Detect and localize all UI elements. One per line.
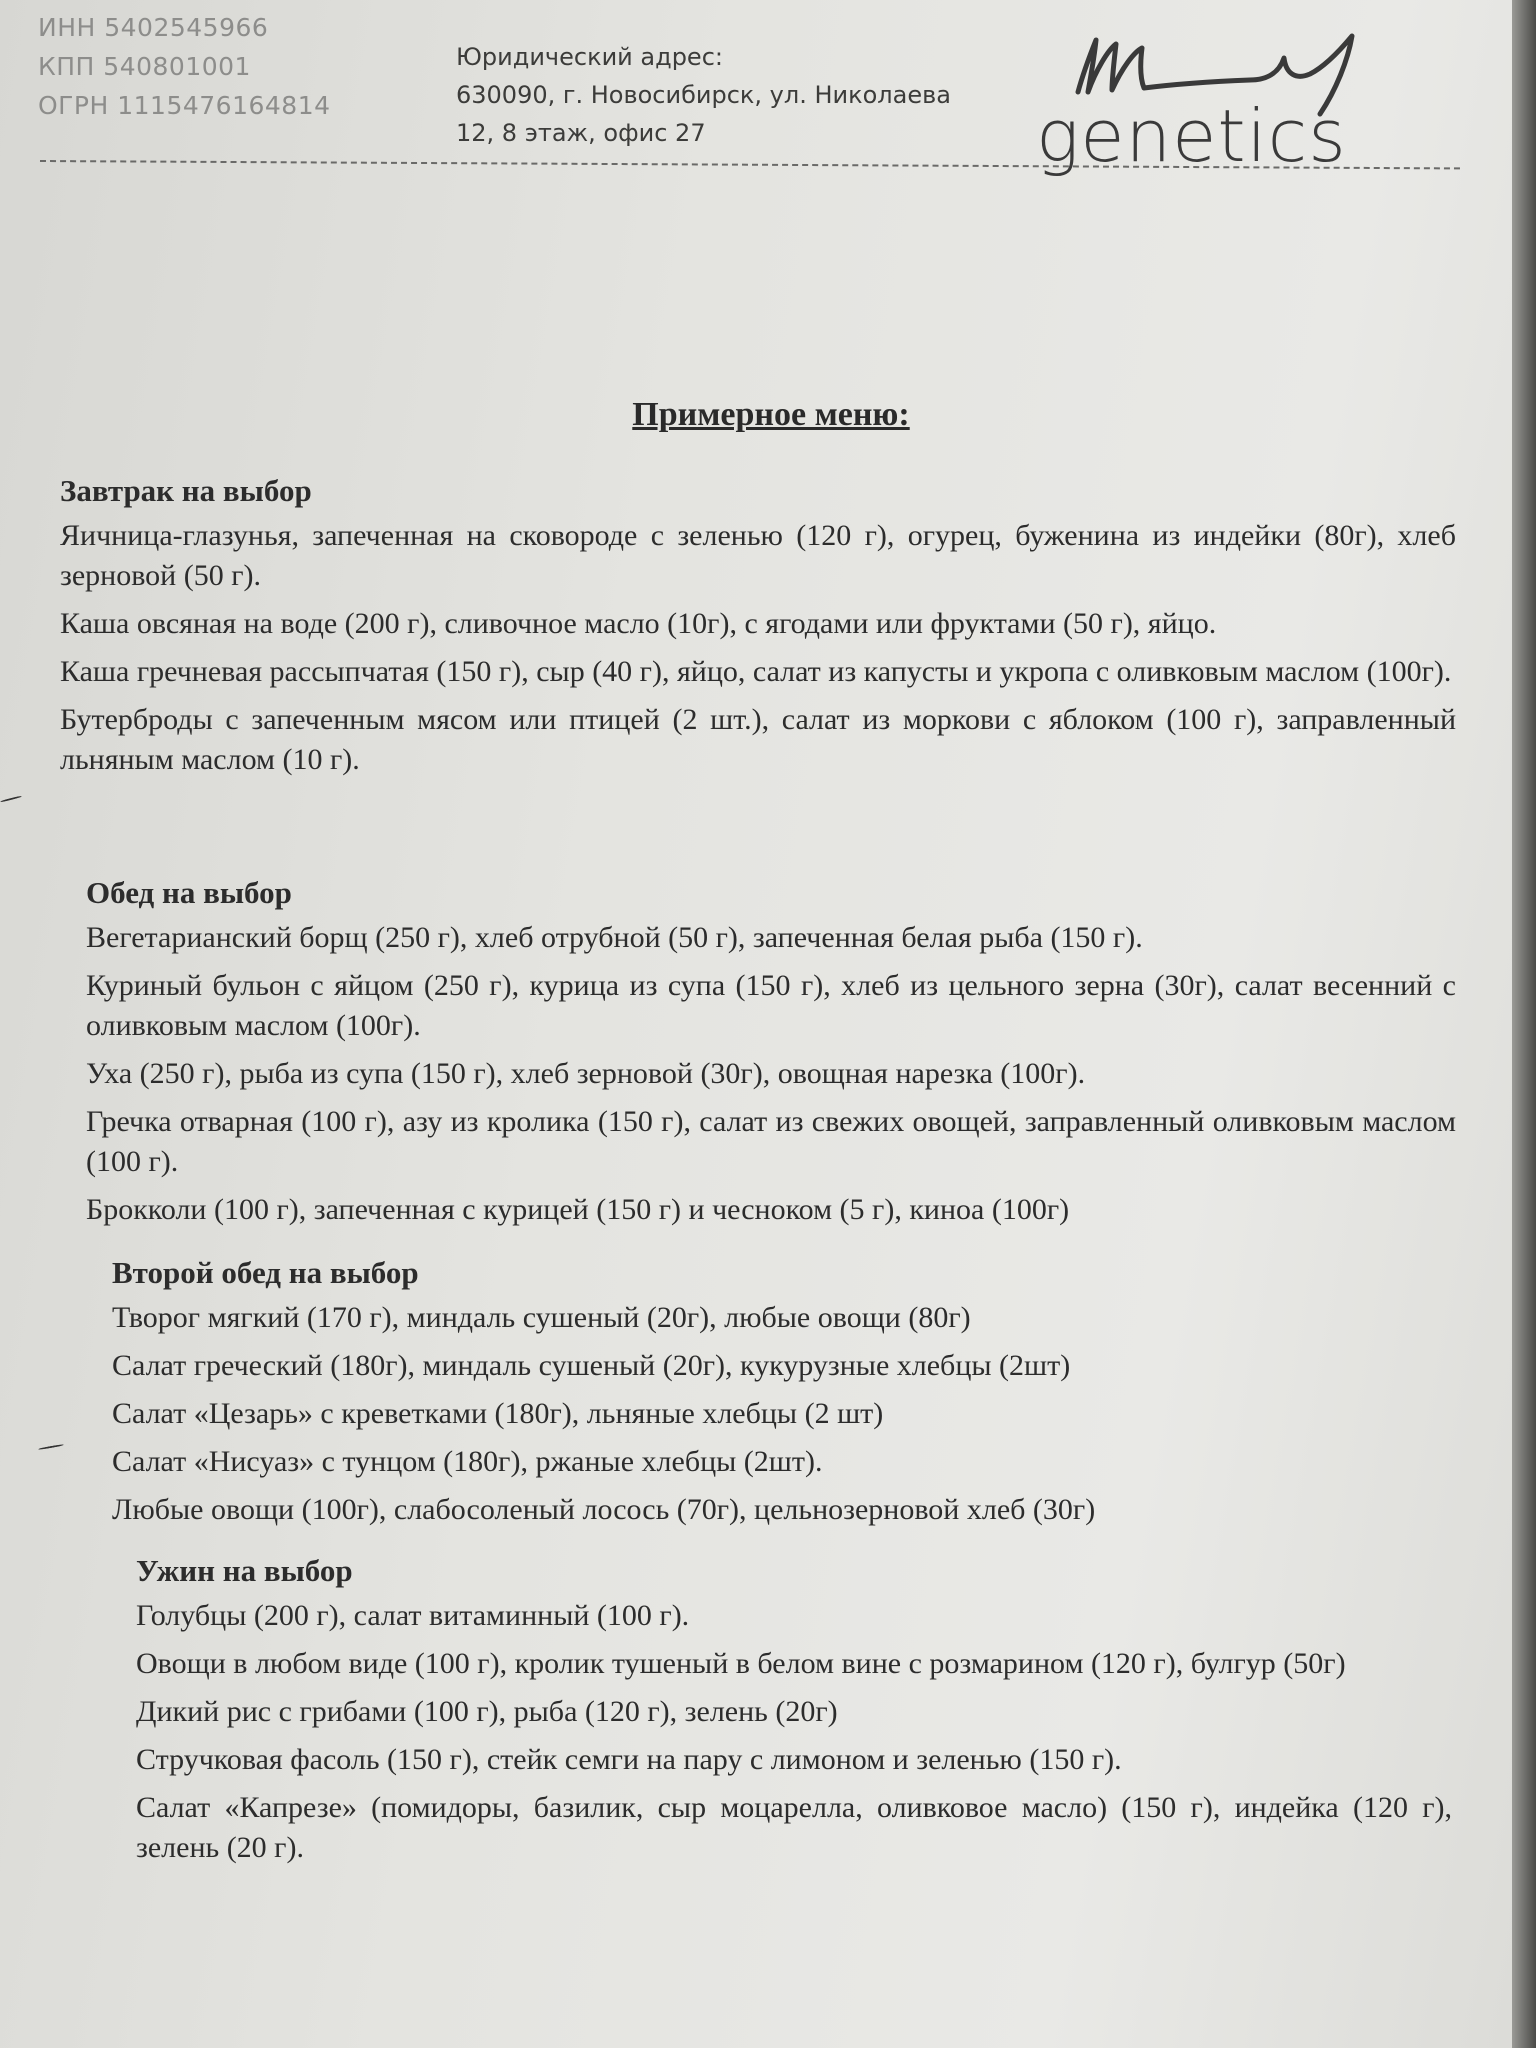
section-dinner bbox=[136, 1550, 1452, 1876]
menu-item: Любые овощи (100г), слабосоленый лосось (70г), цельнозерновой хлеб (30г) bbox=[112, 1493, 1096, 1526]
menu-item: Салат «Цезарь» с креветками (180г), льняные хлебцы (2 шт) bbox=[112, 1397, 884, 1430]
registration-details bbox=[38, 8, 331, 125]
menu-item: Салат греческий (180г), миндаль сушеный (20г), кукурузные хлебцы (2шт) bbox=[112, 1349, 1071, 1382]
section-heading: Ужин на выбор bbox=[136, 1553, 353, 1588]
ogrn-number: ОГРН 1115476164814 bbox=[38, 91, 331, 120]
section-second-lunch bbox=[112, 1252, 1452, 1538]
menu-item: Куриный бульон с яйцом (250 г), курица из супа (150 г), хлеб из цельного зерна (30г), салат весенний с оливковым маслом (100г). bbox=[86, 969, 1456, 1042]
menu-item: Каша овсяная на воде (200 г), сливочное масло (10г), с ягодами или фруктами (50 г), яйцо. bbox=[60, 607, 1217, 640]
background-edge bbox=[1512, 0, 1536, 2048]
kpp-number: КПП 540801001 bbox=[38, 52, 251, 81]
address-line-1: 630090, г. Новосибирск, ул. Николаева bbox=[456, 81, 951, 109]
section-breakfast bbox=[60, 470, 1456, 788]
section-lunch bbox=[86, 872, 1456, 1238]
menu-item: Каша гречневая рассыпчатая (150 г), сыр (40 г), яйцо, салат из капусты и укропа с оливковым маслом (100г). bbox=[60, 655, 1452, 688]
legal-address bbox=[456, 38, 951, 152]
pen-mark bbox=[0, 795, 22, 802]
menu-item: Брокколи (100 г), запеченная с курицей (150 г) и чесноком (5 г), киноа (100г) bbox=[86, 1193, 1070, 1226]
menu-item: Дикий рис с грибами (100 г), рыба (120 г), зелень (20г) bbox=[136, 1695, 838, 1728]
section-heading: Обед на выбор bbox=[86, 875, 292, 910]
menu-item: Салат «Капрезе» (помидоры, базилик, сыр моцарелла, оливковое масло) (150 г), индейка (120 г), зелень (20 г). bbox=[136, 1791, 1452, 1864]
menu-item: Уха (250 г), рыба из супа (150 г), хлеб зерновой (30г), овощная нарезка (100г). bbox=[86, 1057, 1086, 1090]
pen-mark bbox=[38, 1444, 64, 1450]
menu-item: Творог мягкий (170 г), миндаль сушеный (20г), любые овощи (80г) bbox=[112, 1301, 971, 1334]
section-heading: Второй обед на выбор bbox=[112, 1255, 419, 1290]
inn-number: ИНН 5402545966 bbox=[38, 13, 269, 42]
menu-item: Вегетарианский борщ (250 г), хлеб отрубной (50 г), запеченная белая рыба (150 г). bbox=[86, 921, 1143, 954]
section-heading: Завтрак на выбор bbox=[60, 473, 312, 508]
page-title: Примерное меню: bbox=[632, 396, 910, 433]
menu-item: Голубцы (200 г), салат витаминный (100 г). bbox=[136, 1599, 690, 1632]
address-label: Юридический адрес: bbox=[456, 43, 723, 71]
menu-item: Бутерброды с запеченным мясом или птицей (2 шт.), салат из моркови с яблоком (100 г), заправленный льняным маслом (10 г). bbox=[60, 703, 1456, 776]
menu-item: Стручковая фасоль (150 г), стейк семги на пару с лимоном и зеленью (150 г). bbox=[136, 1743, 1122, 1776]
address-line-2: 12, 8 этаж, офис 27 bbox=[456, 119, 706, 147]
logo-wordmark: genetics bbox=[1036, 94, 1347, 178]
menu-item: Овощи в любом виде (100 г), кролик тушеный в белом вине с розмарином (120 г), булгур (50г) bbox=[136, 1647, 1346, 1680]
menu-item: Яичница-глазунья, запеченная на сковороде с зеленью (120 г), огурец, буженина из индейки (80г), хлеб зерновой (50 г). bbox=[60, 519, 1456, 592]
menu-item: Салат «Нисуаз» с тунцом (180г), ржаные хлебцы (2шт). bbox=[112, 1445, 823, 1478]
menu-item: Гречка отварная (100 г), азу из кролика (150 г), салат из свежих овощей, заправленный оливковым маслом (100 г). bbox=[86, 1105, 1456, 1178]
